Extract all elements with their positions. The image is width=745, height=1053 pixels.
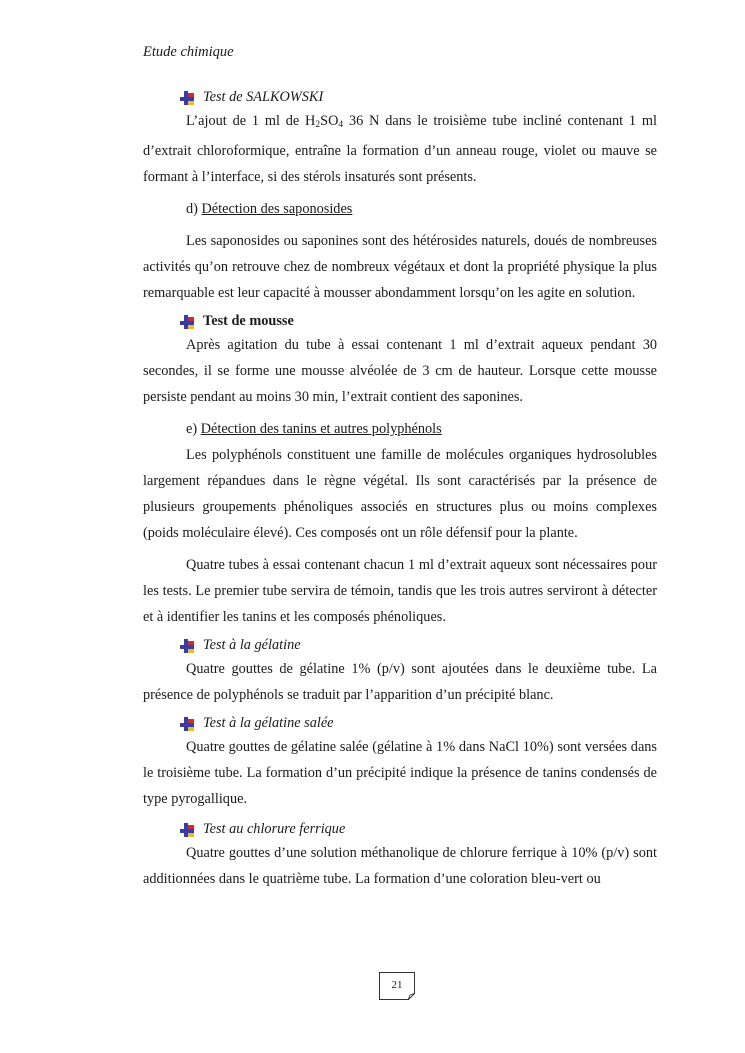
section-title: Détection des saponosides bbox=[201, 201, 353, 217]
paragraph: Les saponosides ou saponines sont des hétérosides naturels, doués de nombreuses activités qu’on retrouve chez de nombreux végétaux et dont la propriété physique la plus remarquable est leur capacité à mousser abondamment lorsqu’on les agite en solution. bbox=[143, 233, 657, 301]
subsection-heading: Test à la gélatine bbox=[203, 637, 301, 653]
subscript: 4 bbox=[338, 120, 344, 130]
paragraph: Quatre tubes à essai contenant chacun 1 ml d’extrait aqueux sont nécessaires pour les tests. Le premier tube servira de témoin, tandis que les trois autres serviront à détecter et à identifier les tanins et les composés phénoliques. bbox=[143, 557, 657, 625]
bullet-marker-icon bbox=[180, 639, 194, 653]
paragraph: Quatre gouttes de gélatine salée (gélatine à 1% dans NaCl 10%) sont versées dans le troisième tube. La formation d’un précipité indique la présence de tanins condensés de type pyrogallique. bbox=[143, 739, 657, 807]
subsection-gelatine-salee bbox=[180, 712, 657, 734]
page-curl-icon bbox=[408, 993, 415, 1000]
page-number: 21 bbox=[391, 979, 403, 991]
subsection-gelatine bbox=[180, 634, 657, 656]
page-number-box bbox=[379, 972, 415, 1000]
subsection-heading: Test de mousse bbox=[203, 313, 294, 329]
subscript: 2 bbox=[315, 120, 321, 130]
subsection-heading: Test de SALKOWSKI bbox=[203, 89, 324, 105]
section-title: Détection des tanins et autres polyphénols bbox=[200, 421, 442, 437]
section-prefix: d) bbox=[186, 201, 202, 217]
subsection-heading: Test à la gélatine salée bbox=[203, 715, 334, 731]
subsection-heading: Test au chlorure ferrique bbox=[203, 821, 346, 837]
paragraph: Après agitation du tube à essai contenant 1 ml d’extrait aqueux pendant 30 secondes, il se forme une mousse alvéolée de 3 cm de hauteur. Lorsque cette mousse persiste pendant au moins 30 min, l’extrait contient des saponines. bbox=[143, 337, 657, 405]
bullet-marker-icon bbox=[180, 823, 194, 837]
section-prefix: e) bbox=[186, 421, 201, 437]
text-run: L’ajout de 1 ml de H bbox=[186, 113, 316, 129]
text-run: SO bbox=[320, 113, 339, 129]
document-body bbox=[143, 86, 657, 892]
bullet-marker-icon bbox=[180, 717, 194, 731]
subsection-chlorure bbox=[180, 818, 657, 840]
bullet-marker-icon bbox=[180, 91, 194, 105]
paragraph: Quatre gouttes d’une solution méthanolique de chlorure ferrique à 10% (p/v) sont additionnées dans le quatrième tube. La formation d’une coloration bleu-vert ou bbox=[143, 845, 657, 887]
paragraph: Quatre gouttes de gélatine 1% (p/v) sont ajoutées dans le deuxième tube. La présence de polyphénols se traduit par l’apparition d’un précipité blanc. bbox=[143, 661, 657, 703]
subsection-mousse bbox=[180, 310, 657, 332]
running-header: Etude chimique bbox=[143, 44, 234, 60]
text-run: 36 N dans le troisième tube incliné contenant 1 ml d’extrait chloroformique, entraîne la formation d’un anneau rouge, violet ou mauve se formant à l’interface, si des stérols insaturés sont présents. bbox=[143, 113, 657, 185]
section-heading-tanins bbox=[186, 416, 657, 442]
subsection-salkowski bbox=[180, 86, 657, 108]
bullet-marker-icon bbox=[180, 315, 194, 329]
paragraph: Les polyphénols constituent une famille de molécules organiques hydrosolubles largement répandues dans le règne végétal. Ils sont caractérisés par la présence de plusieurs groupements phénoliques associés en structures plus ou moins complexes (poids moléculaire élevé). Ces composés ont un rôle défensif pour la plante. bbox=[143, 447, 657, 541]
section-heading-saponosides bbox=[186, 196, 657, 222]
paragraph bbox=[143, 108, 657, 190]
